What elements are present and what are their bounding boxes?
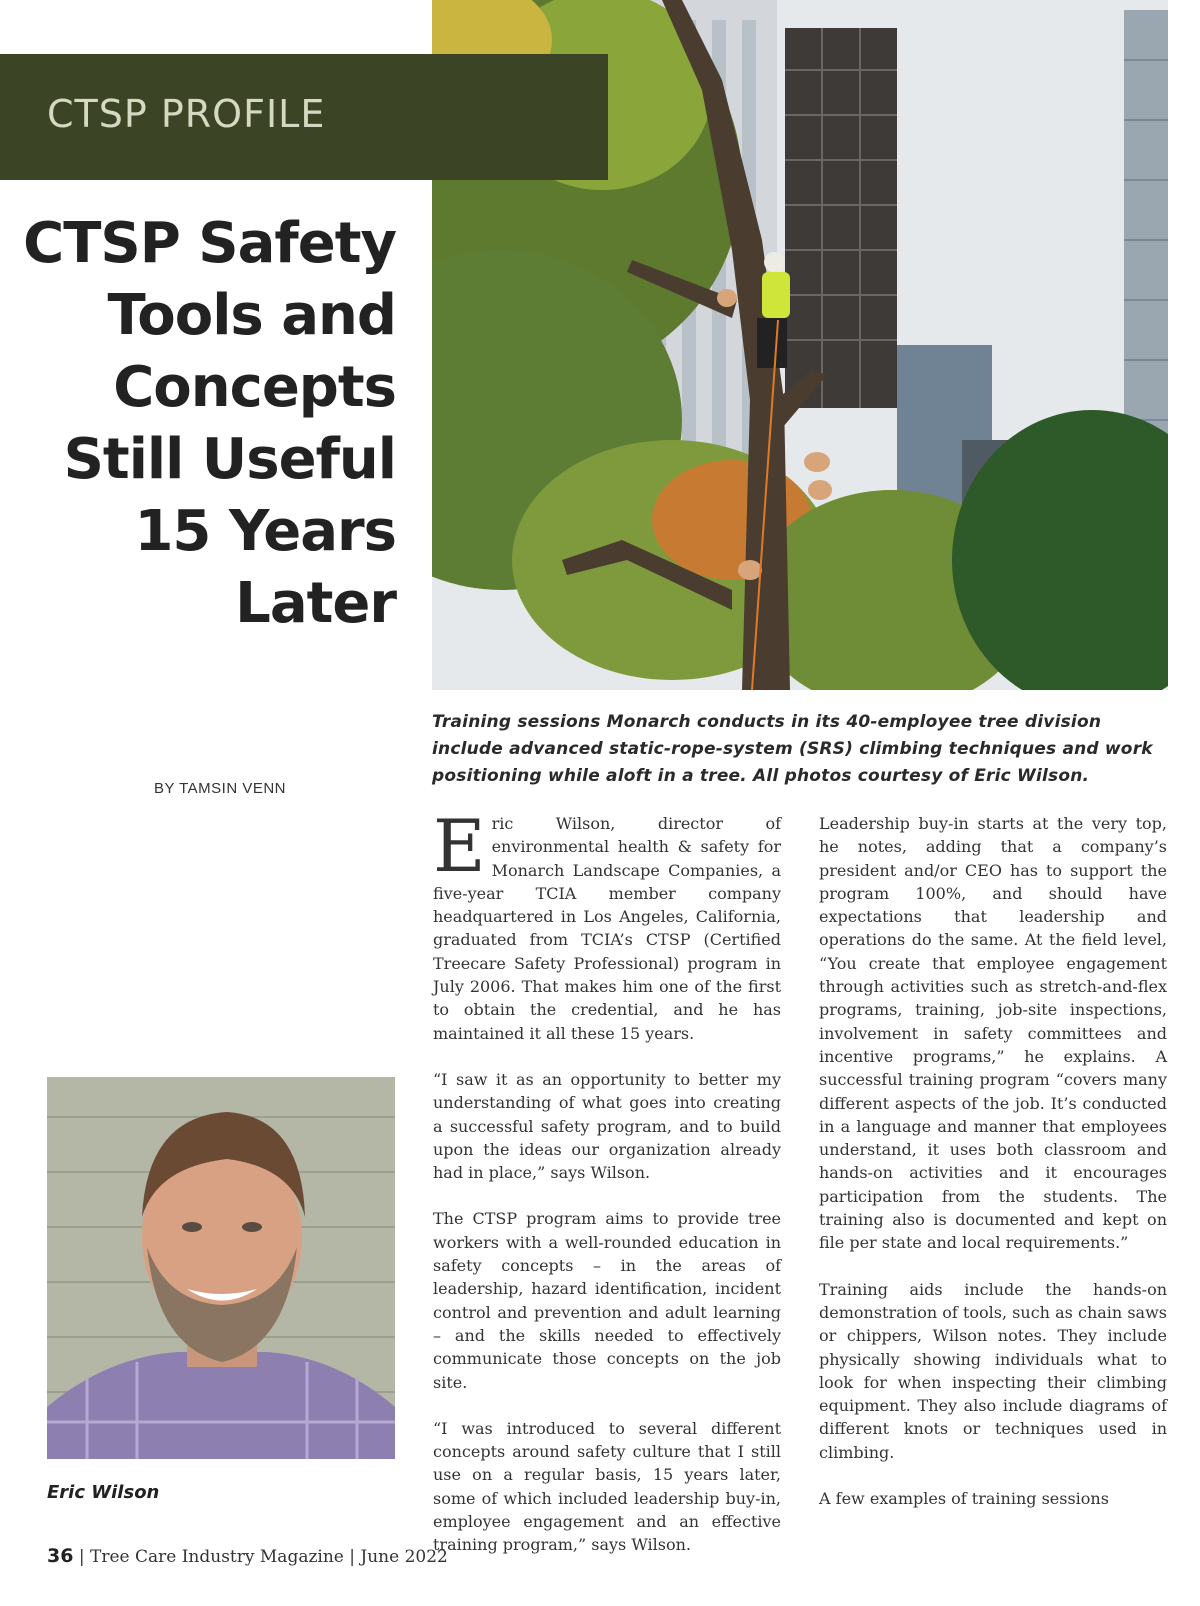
article-column-2 bbox=[819, 812, 1167, 1533]
article-column-1 bbox=[433, 804, 781, 1580]
paragraph: Leadership buy-in starts at the very top, he notes, adding that a company’s president and/or CEO has to support the program 100%, and should have expectations that leadership and operations do the same. At the field level, “You create that employee engagement through activities such as stretch-and-flex programs, training, job-site inspections, involvement in safety committees and incentive programs,” he explains. A successful training program “covers many different aspects of the job. It’s conducted in a language and manner that employees understand, it uses both classroom and hands-on activities and it encourages participation from the students. The training also is documented and kept on file per state and local requirements.” bbox=[819, 814, 1167, 1253]
paragraph: A few examples of training sessions bbox=[819, 1489, 1109, 1509]
paragraph: “I was introduced to several different concepts around safety culture that I still use on a regular basis, 15 years later, some of which included leadership buy-in, employee engagement and an effective training program,” says Wilson. bbox=[433, 1418, 781, 1555]
publication-info: | Tree Care Industry Magazine | June 2022 bbox=[78, 1547, 448, 1567]
headline-line: Tools and bbox=[107, 283, 396, 348]
portrait-caption: Eric Wilson bbox=[47, 1482, 160, 1503]
hero-photo-caption: Training sessions Monarch conducts in its 40-employee tree division include advanced static-rope-system (SRS) climbing techniques and work positioning while aloft in a tree. All photos courtesy of Eric Wilson. bbox=[432, 712, 1153, 786]
page-footer bbox=[47, 1545, 448, 1567]
headline-line: 15 Years bbox=[134, 499, 396, 564]
drop-cap: E bbox=[433, 804, 486, 888]
paragraph: The CTSP program aims to provide tree workers with a well-rounded education in safety concepts – in the areas of leadership, hazard identification, incident control and prevention and adult learning – and the skills needed to effectively communicate those concepts on the job site. bbox=[433, 1209, 781, 1392]
paragraph: Training aids include the hands-on demonstration of tools, such as chain saws or chippers, Wilson notes. They include physically showing individuals what to look for when inspecting their climbing equipment. They also include diagrams of different knots or techniques used in climbing. bbox=[819, 1279, 1167, 1462]
headline-line: Still Useful bbox=[63, 427, 396, 492]
section-banner bbox=[0, 54, 608, 180]
portrait-photo bbox=[47, 1077, 395, 1459]
article-headline bbox=[20, 208, 396, 640]
paragraph-text: ric Wilson, director of environmental health & safety for Monarch Landscape Companies, a five-year TCIA member company headquartered in Los Angeles, California, graduated from TCIA’s CTSP (Certified Treecare Safety Professional) program in July 2006. That makes him one of the first to obtain the credential, and he has maintained it all these 15 years. bbox=[433, 814, 781, 1043]
headline-line: Later bbox=[235, 571, 396, 636]
section-label: CTSP PROFILE bbox=[47, 92, 326, 136]
paragraph bbox=[433, 804, 781, 1045]
paragraph: “I saw it as an opportunity to better my understanding of what goes into creating a successful safety program, and to build upon the ideas our organization already had in place,” says Wilson. bbox=[433, 1069, 781, 1183]
byline: BY TAMSIN VENN bbox=[153, 780, 287, 797]
page-number: 36 bbox=[47, 1545, 74, 1567]
headline-line: Concepts bbox=[113, 355, 396, 420]
headline-line: CTSP Safety bbox=[23, 211, 396, 276]
